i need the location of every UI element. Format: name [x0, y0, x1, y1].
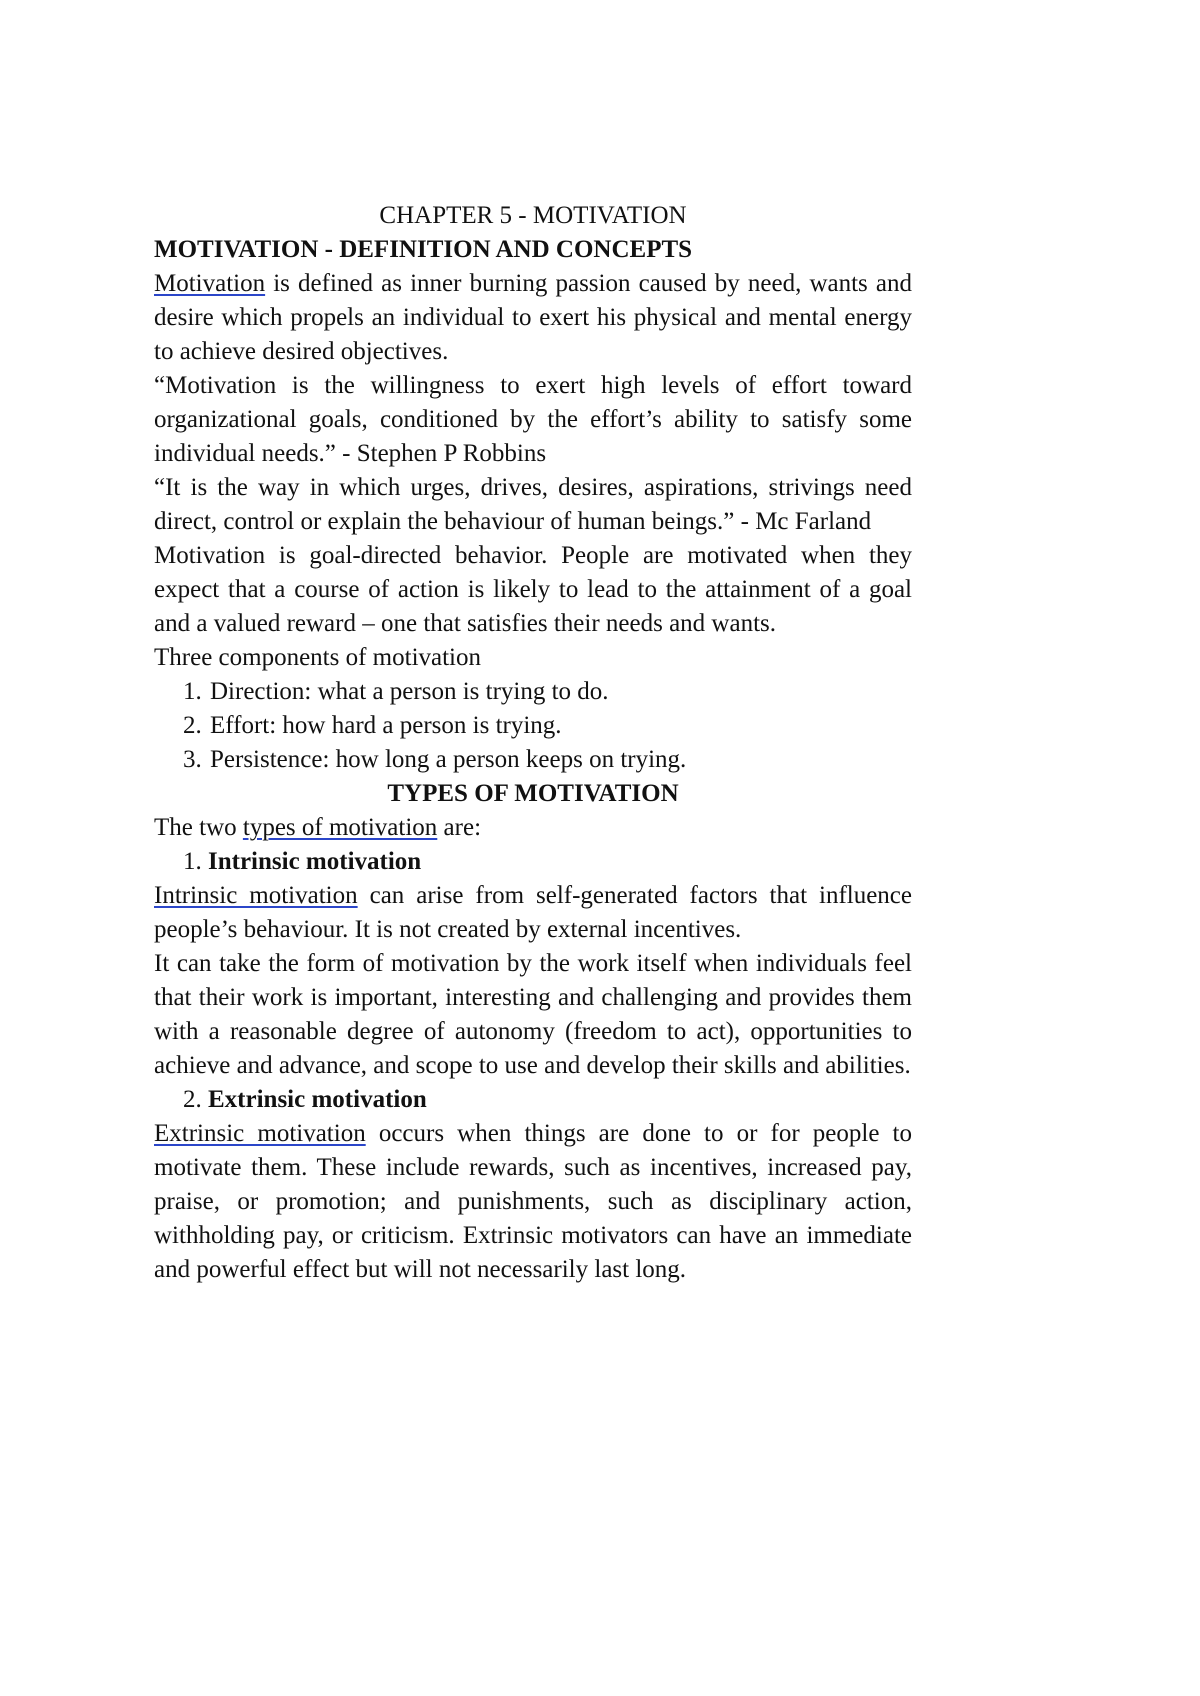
section-title: MOTIVATION - DEFINITION AND CONCEPTS [154, 236, 693, 263]
definition-term: Motivation [154, 270, 266, 297]
extrinsic-heading-text: Extrinsic motivation [208, 1086, 427, 1113]
definition-text: is defined as inner burning passion caused by need, wants and desire which propels an individual to exert his physical and mental energy to achieve desired objectives. [154, 270, 912, 365]
types-intro [154, 811, 912, 845]
list-item-text: Persistence: how long a person keeps on trying. [210, 746, 687, 773]
list-item-text: Effort: how hard a person is trying. [210, 712, 562, 739]
extrinsic-paragraph [154, 1117, 912, 1287]
types-intro-after: are: [437, 814, 482, 841]
definition-paragraph [154, 267, 912, 369]
goal-directed-paragraph: Motivation is goal-directed behavior. People are motivated when they expect that a course of action is likely to lead to the attainment of a goal and a valued reward – one that satisfies their needs and wants. [154, 542, 912, 637]
intrinsic-text: can arise from self-generated factors that influence people’s behaviour. It is not created by external incentives. [154, 882, 913, 943]
intrinsic-number: 1. [183, 848, 202, 875]
components-intro: Three components of motivation [154, 644, 482, 671]
types-intro-before: The two [154, 814, 243, 841]
extrinsic-heading [154, 1083, 912, 1117]
list-item [154, 675, 912, 709]
intrinsic-term: Intrinsic motivation [154, 882, 358, 909]
extrinsic-term: Extrinsic motivation [154, 1120, 366, 1147]
robbins-quote: “Motivation is the willingness to exert high levels of effort toward organizational goals, conditioned by the effort’s ability to satisfy some individual needs.” - Stephen P Robbins [154, 372, 912, 467]
mcfarland-quote: “It is the way in which urges, drives, desires, aspirations, strivings need direct, control or explain the behaviour of human beings.” - Mc Farland [154, 474, 912, 535]
intrinsic-paragraph-1 [154, 879, 912, 947]
list-item-text: Direction: what a person is trying to do. [210, 678, 609, 705]
types-heading: TYPES OF MOTIVATION [387, 780, 679, 807]
extrinsic-text: occurs when things are done to or for people to motivate them. These include rewards, such as incentives, increased pay, praise, or promotion; and punishments, such as disciplinary action, withholding pay, or criticism. Extrinsic motivators can have an immediate and powerful effect but will not necessarily last long. [154, 1120, 912, 1283]
intrinsic-heading [154, 845, 912, 879]
list-item [154, 709, 912, 743]
chapter-title: CHAPTER 5 - MOTIVATION [379, 202, 687, 229]
extrinsic-number: 2. [183, 1086, 202, 1113]
list-item [154, 743, 912, 777]
list-item-number: 3. [183, 746, 202, 773]
document-page [154, 199, 912, 1287]
components-list [154, 675, 912, 777]
types-of-motivation-link: types of motivation [242, 814, 438, 841]
list-item-number: 2. [183, 712, 202, 739]
intrinsic-paragraph-2: It can take the form of motivation by the work itself when individuals feel that their work is important, interesting and challenging and provides them with a reasonable degree of autonomy (freedom to act), opportunities to achieve and advance, and scope to use and develop their skills and abilities. [154, 950, 912, 1079]
list-item-number: 1. [183, 678, 202, 705]
intrinsic-heading-text: Intrinsic motivation [208, 848, 422, 875]
